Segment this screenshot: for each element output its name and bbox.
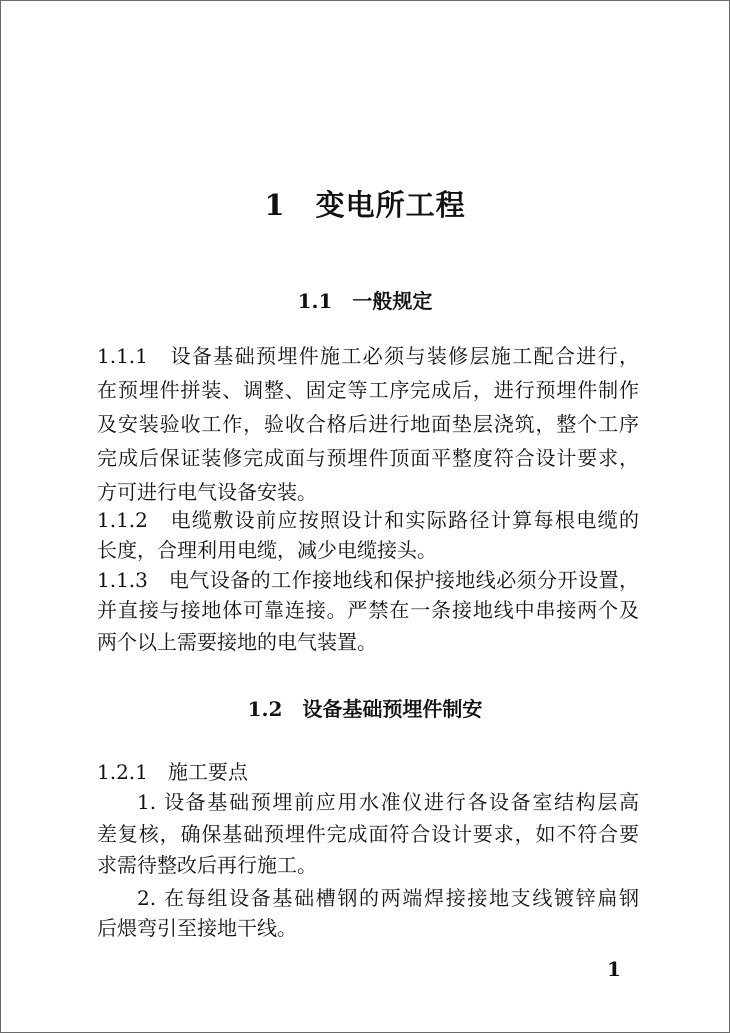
text-line: 差复核，确保基础预埋件完成面符合设计要求，如不符合要 — [97, 822, 639, 846]
text-line: 两个以上需要接地的电气装置。 — [97, 630, 377, 654]
page-number: 1 — [607, 957, 621, 981]
chapter-title: 1 变电所工程 — [264, 188, 466, 222]
section-heading-1-2: 1.2 设备基础预埋件制安 — [247, 697, 483, 721]
text-line: 并直接与接地体可靠连接。严禁在一条接地线中串接两个及 — [97, 598, 639, 622]
text-line: 1.1.2 电缆敷设前应按照设计和实际路径计算每根电缆的 — [97, 508, 639, 532]
text-line: 长度，合理利用电缆，减少电缆接头。 — [97, 538, 437, 562]
text-line: 1.1.1 设备基础预埋件施工必须与装修层施工配合进行， — [97, 344, 639, 368]
text-line: 1.2.1 施工要点 — [97, 760, 248, 784]
text-line: 1.1.3 电气设备的工作接地线和保护接地线必须分开设置， — [97, 568, 639, 592]
text-line: 及安装验收工作，验收合格后进行地面垫层浇筑，整个工序 — [97, 412, 639, 436]
text-line: 1. 设备基础预埋前应用水准仪进行各设备室结构层高 — [137, 790, 639, 814]
text-line: 完成后保证装修完成面与预埋件顶面平整度符合设计要求， — [97, 446, 639, 470]
section-heading-1-1: 1.1 一般规定 — [297, 289, 433, 313]
text-line: 求需待整改后再行施工。 — [97, 853, 317, 877]
text-line: 方可进行电气设备安装。 — [97, 480, 317, 504]
text-line: 2. 在每组设备基础槽钢的两端焊接接地支线镀锌扁钢 — [137, 886, 639, 910]
text-line: 后煨弯引至接地干线。 — [97, 916, 297, 940]
text-line: 在预埋件拼装、调整、固定等工序完成后，进行预埋件制作 — [97, 378, 639, 402]
